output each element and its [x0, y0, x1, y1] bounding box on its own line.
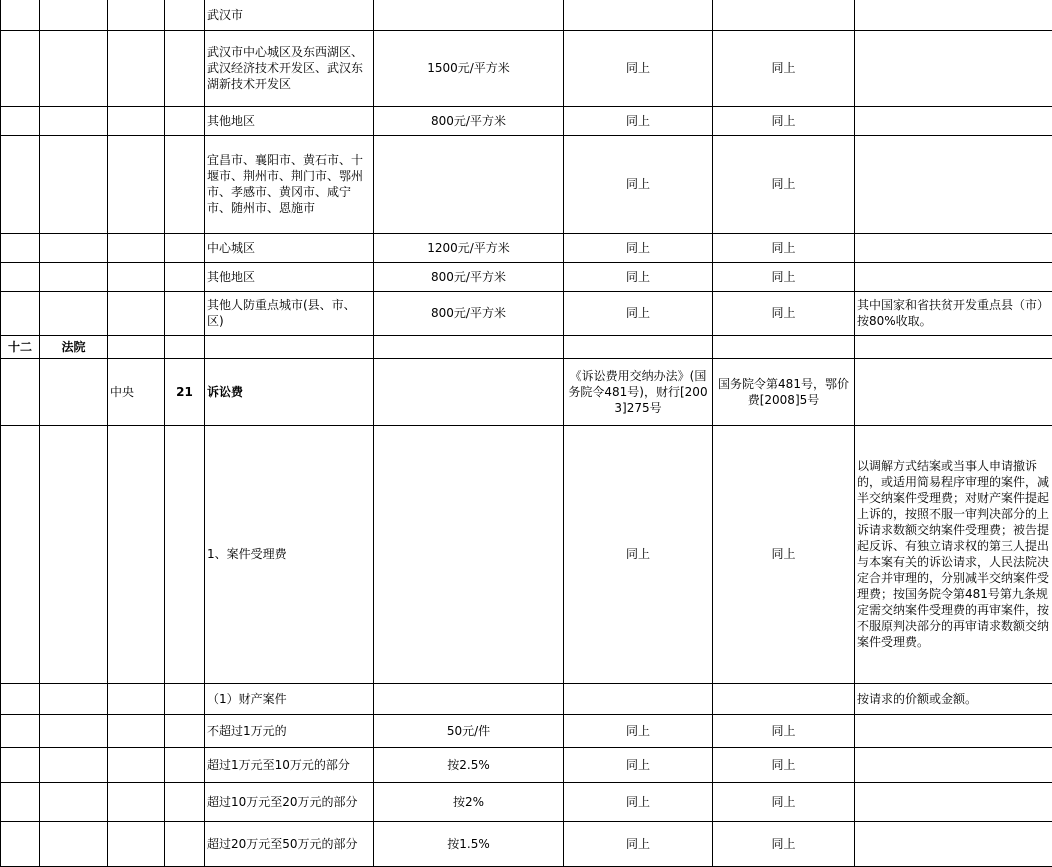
cell[interactable] [165, 291, 205, 335]
cell[interactable]: 同上 [564, 233, 713, 262]
cell[interactable]: 中心城区 [205, 233, 374, 262]
cell[interactable] [108, 821, 165, 866]
table-row [1, 335, 1052, 358]
cell[interactable]: 不超过1万元的 [205, 714, 374, 747]
cell[interactable] [40, 821, 108, 866]
table-row [1, 821, 1052, 866]
cell[interactable]: 超过1万元至10万元的部分 [205, 747, 374, 782]
table-row [1, 747, 1052, 782]
cell[interactable] [165, 782, 205, 821]
cell[interactable] [564, 335, 713, 358]
cell[interactable] [855, 106, 1052, 135]
cell[interactable]: 按请求的价额或金额。 [855, 683, 1052, 714]
cell[interactable]: 宜昌市、襄阳市、黄石市、十堰市、荆州市、荆门市、鄂州市、孝感市、黄冈市、咸宁市、随州市、恩施市 [205, 135, 374, 233]
table-row [1, 106, 1052, 135]
cell[interactable] [855, 782, 1052, 821]
cell[interactable]: 同上 [713, 30, 855, 106]
cell[interactable] [108, 135, 165, 233]
cell[interactable]: 同上 [713, 262, 855, 291]
cell[interactable] [855, 358, 1052, 425]
cell[interactable] [108, 714, 165, 747]
cell[interactable]: 同上 [564, 425, 713, 683]
cell[interactable] [564, 683, 713, 714]
cell[interactable] [108, 262, 165, 291]
cell[interactable] [855, 30, 1052, 106]
cell[interactable]: 同上 [713, 425, 855, 683]
cell[interactable] [165, 335, 205, 358]
cell[interactable] [108, 30, 165, 106]
cell[interactable] [40, 425, 108, 683]
cell[interactable]: 同上 [713, 233, 855, 262]
cell[interactable] [165, 683, 205, 714]
cell[interactable]: 同上 [564, 262, 713, 291]
cell[interactable] [40, 135, 108, 233]
cell[interactable] [40, 262, 108, 291]
cell[interactable] [1, 714, 40, 747]
cell[interactable] [165, 135, 205, 233]
cell[interactable] [855, 747, 1052, 782]
cell[interactable]: 800元/平方米 [374, 106, 564, 135]
cell[interactable]: 国务院令第481号，鄂价费[2008]5号 [713, 358, 855, 425]
table-row [1, 262, 1052, 291]
cell[interactable] [374, 425, 564, 683]
cell[interactable] [374, 358, 564, 425]
cell[interactable]: 同上 [713, 291, 855, 335]
cell[interactable] [108, 683, 165, 714]
cell[interactable]: 同上 [713, 714, 855, 747]
cell[interactable] [165, 106, 205, 135]
cell[interactable]: 21 [165, 358, 205, 425]
cell[interactable] [165, 0, 205, 30]
cell[interactable] [374, 335, 564, 358]
cell[interactable]: 诉讼费 [205, 358, 374, 425]
cell[interactable] [1, 135, 40, 233]
cell[interactable]: 1200元/平方米 [374, 233, 564, 262]
cell[interactable] [165, 30, 205, 106]
cell[interactable] [713, 335, 855, 358]
cell[interactable] [1, 747, 40, 782]
cell[interactable]: 武汉市 [205, 0, 374, 30]
cell[interactable]: 以调解方式结案或当事人申请撤诉的，或适用简易程序审理的案件，减半交纳案件受理费；对财产案件提起上诉的，按照不服一审判决部分的上诉请求数额交纳案件受理费；被告提起反诉、有独立请求权的第三人提出与本案有关的诉讼请求，人民法院决定合并审理的，分别减半交纳案件受理费；按国务院令第481号第九条规定需交纳案件受理费的再审案件，按不服原判决部分的再审请求数额交纳案件受理费。 [855, 425, 1052, 683]
cell[interactable] [40, 106, 108, 135]
cell[interactable] [40, 233, 108, 262]
cell[interactable] [1, 782, 40, 821]
cell[interactable]: 按2.5% [374, 747, 564, 782]
cell[interactable]: 同上 [564, 821, 713, 866]
cell[interactable] [855, 233, 1052, 262]
cell[interactable] [108, 335, 165, 358]
table-row [1, 291, 1052, 335]
cell[interactable]: 同上 [564, 747, 713, 782]
cell[interactable] [1, 0, 40, 30]
cell[interactable]: 其中国家和省扶贫开发重点县（市）按80%收取。 [855, 291, 1052, 335]
cell[interactable]: 同上 [564, 782, 713, 821]
cell[interactable]: 其他人防重点城市(县、市、区) [205, 291, 374, 335]
cell[interactable] [1, 425, 40, 683]
cell[interactable] [855, 335, 1052, 358]
cell[interactable]: 武汉市中心城区及东西湖区、武汉经济技术开发区、武汉东湖新技术开发区 [205, 30, 374, 106]
cell[interactable] [165, 747, 205, 782]
cell[interactable]: 800元/平方米 [374, 291, 564, 335]
cell[interactable] [40, 0, 108, 30]
cell[interactable] [855, 0, 1052, 30]
cell[interactable] [165, 425, 205, 683]
cell[interactable] [1, 821, 40, 866]
table-row [1, 358, 1052, 425]
cell[interactable] [40, 747, 108, 782]
cell[interactable]: 同上 [564, 291, 713, 335]
cell[interactable]: 同上 [564, 714, 713, 747]
cell[interactable] [40, 714, 108, 747]
cell[interactable] [855, 262, 1052, 291]
cell[interactable] [1, 683, 40, 714]
cell[interactable] [855, 821, 1052, 866]
cell[interactable]: 超过20万元至50万元的部分 [205, 821, 374, 866]
cell[interactable]: 同上 [713, 782, 855, 821]
table-row [1, 683, 1052, 714]
table-row [1, 135, 1052, 233]
cell[interactable] [40, 30, 108, 106]
cell[interactable] [40, 782, 108, 821]
cell[interactable] [165, 714, 205, 747]
cell[interactable] [1, 233, 40, 262]
cell[interactable] [374, 135, 564, 233]
cell[interactable]: 中央 [108, 358, 165, 425]
cell[interactable]: 其他地区 [205, 106, 374, 135]
cell[interactable]: 同上 [713, 821, 855, 866]
table-row [1, 233, 1052, 262]
cell[interactable] [1, 262, 40, 291]
cell[interactable]: 1500元/平方米 [374, 30, 564, 106]
cell[interactable] [108, 425, 165, 683]
cell[interactable]: 1、案件受理费 [205, 425, 374, 683]
cell[interactable] [40, 683, 108, 714]
table-row [1, 425, 1052, 683]
cell[interactable] [40, 358, 108, 425]
cell[interactable] [165, 821, 205, 866]
cell[interactable]: 法院 [40, 335, 108, 358]
cell[interactable]: 50元/件 [374, 714, 564, 747]
cell[interactable]: 按1.5% [374, 821, 564, 866]
cell[interactable] [205, 335, 374, 358]
cell[interactable] [374, 0, 564, 30]
table-row [1, 30, 1052, 106]
cell[interactable] [564, 0, 713, 30]
table-row [1, 782, 1052, 821]
cell[interactable]: 同上 [564, 30, 713, 106]
cell[interactable] [108, 782, 165, 821]
cell[interactable]: 同上 [564, 135, 713, 233]
cell[interactable] [1, 30, 40, 106]
table-row [1, 0, 1052, 30]
cell[interactable] [1, 291, 40, 335]
cell[interactable] [374, 683, 564, 714]
cell[interactable] [855, 714, 1052, 747]
cell[interactable]: 同上 [564, 106, 713, 135]
cell[interactable] [713, 0, 855, 30]
cell[interactable] [165, 233, 205, 262]
cell[interactable]: 十二 [1, 335, 40, 358]
cell[interactable] [1, 106, 40, 135]
cell[interactable]: 《诉讼费用交纳办法》(国务院令481号)，财行[2003]275号 [564, 358, 713, 425]
cell[interactable]: 按2% [374, 782, 564, 821]
cell[interactable] [713, 683, 855, 714]
cell[interactable]: 800元/平方米 [374, 262, 564, 291]
cell[interactable] [855, 135, 1052, 233]
cell[interactable] [108, 0, 165, 30]
cell[interactable]: 超过10万元至20万元的部分 [205, 782, 374, 821]
cell[interactable] [1, 358, 40, 425]
cell[interactable] [108, 233, 165, 262]
cell[interactable]: 同上 [713, 747, 855, 782]
cell[interactable] [108, 747, 165, 782]
cell[interactable]: 其他地区 [205, 262, 374, 291]
cell[interactable] [108, 106, 165, 135]
cell[interactable] [165, 262, 205, 291]
table-row [1, 714, 1052, 747]
cell[interactable] [40, 291, 108, 335]
cell[interactable]: 同上 [713, 135, 855, 233]
cell[interactable]: 同上 [713, 106, 855, 135]
cell[interactable]: （1）财产案件 [205, 683, 374, 714]
cell[interactable] [108, 291, 165, 335]
